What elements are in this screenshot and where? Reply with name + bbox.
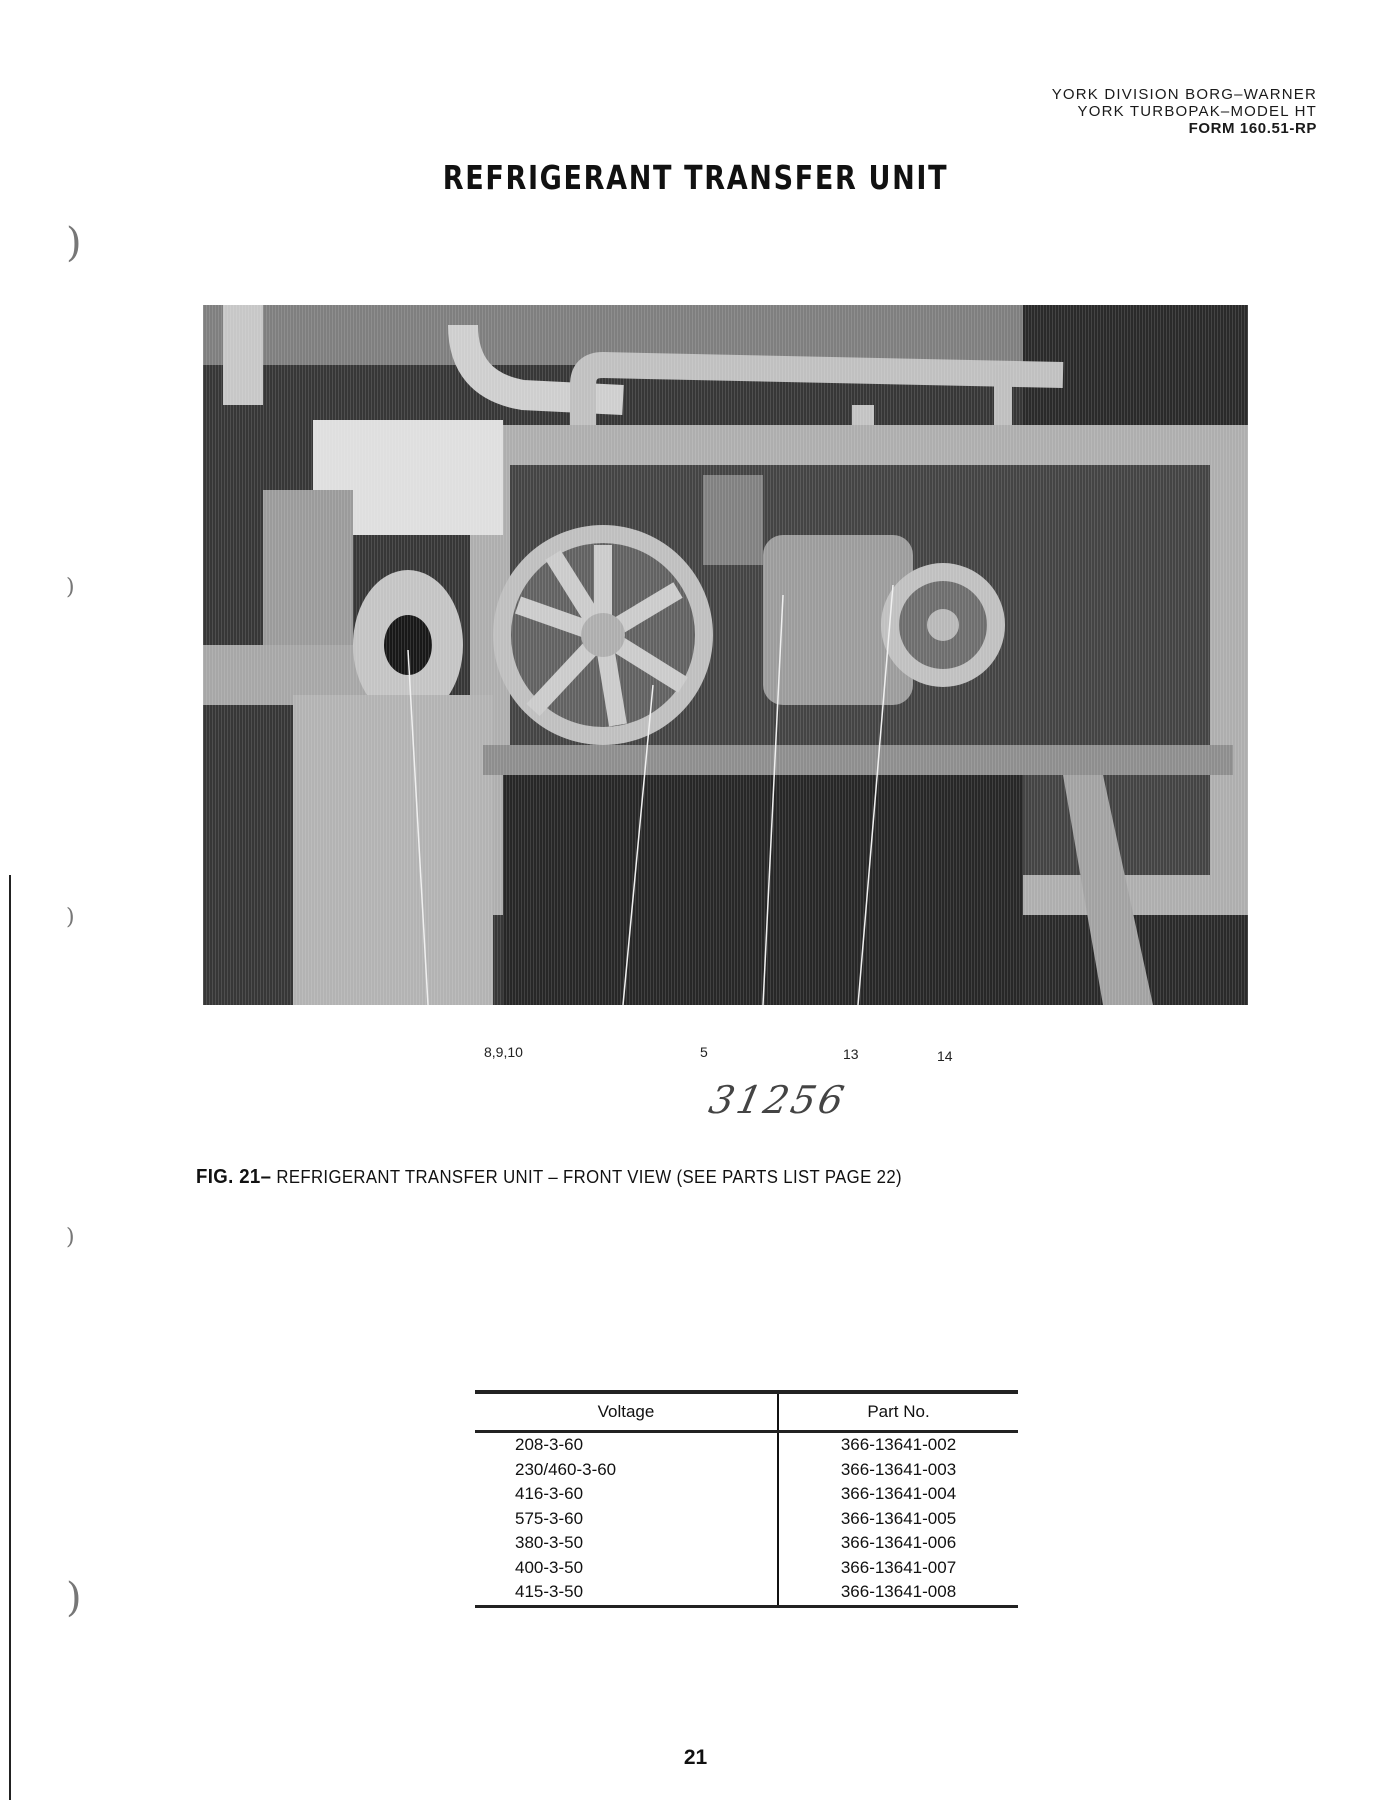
callout-label: 5 [700, 1044, 708, 1060]
binder-hole-mark: ) [66, 1575, 82, 1621]
binder-hole-mark: ) [66, 575, 75, 600]
part-number-cell: 366-13641-004 [840, 1484, 957, 1504]
voltage-cell: 380-3-50 [475, 1531, 778, 1556]
part-number-cell: 366-13641-008 [778, 1580, 1018, 1606]
callout-label: 14 [937, 1048, 953, 1064]
column-header-voltage: Voltage [475, 1392, 778, 1432]
figure-caption [196, 1166, 902, 1189]
callout-label: 8,9,10 [484, 1044, 523, 1060]
header-division: YORK DIVISION BORG–WARNER [1051, 86, 1317, 103]
voltage-cell: 575-3-60 [475, 1507, 778, 1532]
voltage-cell: 416-3-60 [475, 1482, 778, 1507]
voltage-cell: 208-3-60 [475, 1432, 778, 1458]
table-row [475, 1580, 1018, 1606]
binder-hole-mark: ) [66, 905, 75, 930]
header-form-number: FORM 160.51-RP [1188, 120, 1317, 137]
table-row [475, 1432, 1018, 1458]
header-model: YORK TURBOPAK–MODEL HT [1077, 103, 1317, 120]
part-number-cell: 366-13641-006 [840, 1533, 957, 1553]
scan-margin-line [9, 875, 11, 1800]
table-row [475, 1482, 1018, 1507]
table-row [475, 1556, 1018, 1581]
voltage-cell: 230/460-3-60 [475, 1458, 778, 1483]
table-row [475, 1531, 1018, 1556]
figure-number: FIG. 21– [196, 1166, 272, 1188]
parts-table [475, 1390, 1018, 1608]
page-number: 21 [683, 1746, 708, 1769]
part-number-cell: 366-13641-003 [840, 1459, 957, 1479]
table-row [475, 1507, 1018, 1532]
table-row [475, 1458, 1018, 1483]
column-header-part-no: Part No. [778, 1392, 1018, 1432]
page-title: REFRIGERANT TRANSFER UNIT [442, 158, 949, 197]
voltage-cell: 400-3-50 [475, 1556, 778, 1581]
part-number-cell: 366-13641-005 [840, 1508, 957, 1528]
part-number-cell: 366-13641-002 [840, 1435, 957, 1455]
figure-caption-text: REFRIGERANT TRANSFER UNIT – FRONT VIEW (SEE PARTS LIST PAGE 22) [271, 1167, 902, 1187]
part-number-cell: 366-13641-007 [840, 1557, 957, 1577]
callout-label: 13 [843, 1046, 859, 1062]
figure-photo [203, 305, 1248, 1005]
handwritten-note: 31256 [705, 1078, 851, 1122]
binder-hole-mark: ) [66, 1225, 75, 1250]
voltage-cell: 415-3-50 [475, 1580, 778, 1606]
binder-hole-mark: ) [66, 220, 82, 266]
table-header-row [475, 1392, 1018, 1432]
